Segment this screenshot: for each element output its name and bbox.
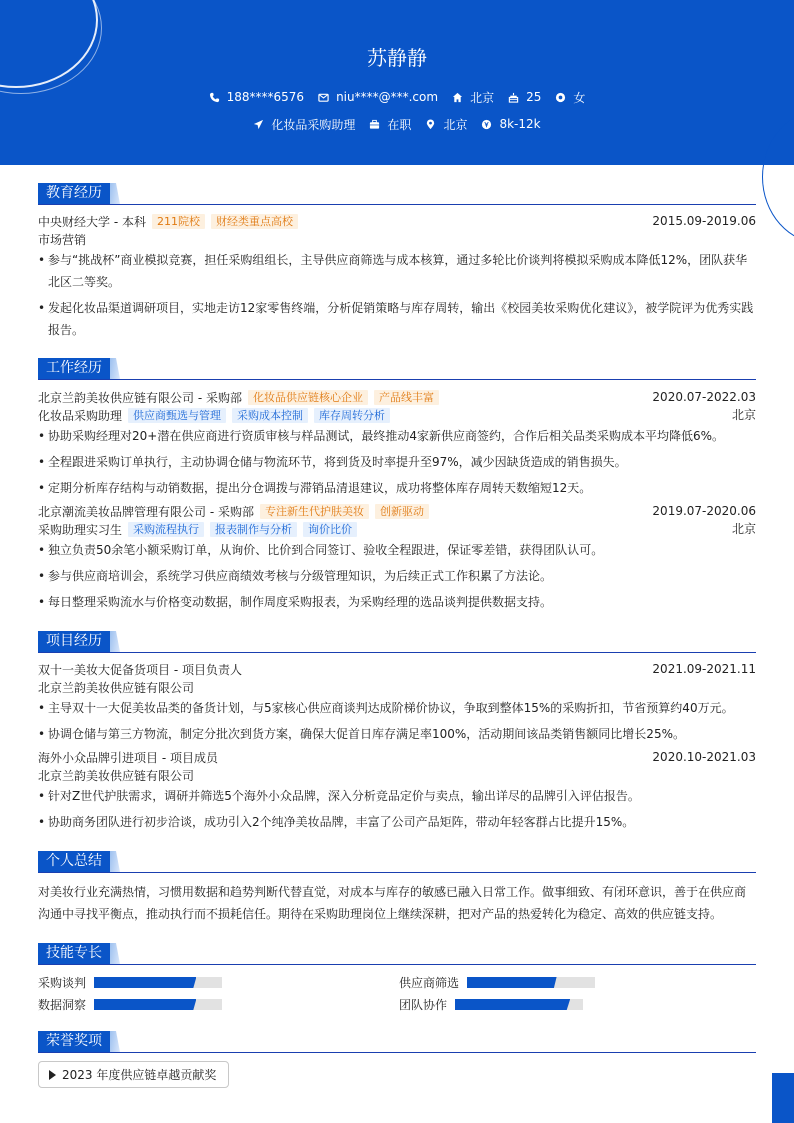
work-section-title: 工作经历 [38,358,110,379]
project-org: 北京兰韵美妆供应链有限公司 [38,769,195,783]
skill-bar-track [455,999,583,1010]
gender-info [555,89,585,105]
company-tag: 产品线丰富 [374,390,439,405]
phone-text: 188****6576 [226,90,305,104]
skill-name: 数据洞察 [38,997,87,1012]
project-section-header [38,631,756,653]
project-org-row [38,679,756,696]
job-bullet: • 每日整理采购流水与价格变动数据，制作周度采购报表，为采购经理的选品谈判提供数据支持。 [38,591,756,613]
gender-icon [555,92,566,103]
skill-item [399,996,447,1012]
skill-name: 采购谈判 [38,975,87,990]
summary-text: 对美妆行业充满热情，习惯用数据和趋势判断代替直觉，对成本与库存的敏感已融入日常工作。做事细致、有闭环意识，善于在供应商沟通中寻找平衡点，推动执行而不损耗信任。期待在采购助理岗位上继续深耕，把对产品的热爱转化为稳定、高效的供应链支持。 [38,885,747,921]
education-section-header [38,183,756,205]
job-bullet: • 协助采购经理对20+潜在供应商进行资质审核与样品测试，最终推动4家新供应商签约，合作后相关品类采购成本平均降低6%。 [38,425,756,447]
role-tag: 询价比价 [303,522,357,537]
job-city: 北京 [731,408,756,422]
education-bullet: • 发起化妆品渠道调研项目，实地走访12家零售终端，分析促销策略与库存周转，输出《校园美妆采购优化建议》，被学院评为优秀实践报告。 [38,297,756,341]
section-title-tail [110,358,120,379]
project-org-row [38,767,756,784]
job-bullet: • 参与供应商培训会，系统学习供应商绩效考核与分级管理知识，为后续正式工作积累了方法论。 [38,565,756,587]
skill-item [38,996,86,1012]
target-position-text: 化妆品采购助理 [271,117,356,132]
job-heading-row [38,503,756,520]
role-tag: 供应商甄选与管理 [128,408,226,423]
honors-section-title: 荣誉奖项 [38,1031,110,1052]
skill-bar-fill [94,999,196,1010]
education-section-title: 教育经历 [38,183,110,204]
skill-bar-track [94,999,222,1010]
age-text: 25 [526,90,542,104]
major: 市场营销 [38,233,87,247]
location-icon [425,119,436,130]
job-bullet: • 定期分析库存结构与动销数据，提出分仓调拨与滞销品清退建议，成功将整体库存周转天数缩短12天。 [38,477,756,499]
project-heading-row [38,661,756,678]
email-text: niu****@***.com [336,90,439,104]
briefcase-icon [369,119,380,130]
job-role: 采购助理实习生 [38,523,123,537]
skill-bar-fill [455,999,570,1010]
gender-text: 女 [573,90,586,105]
home-icon [452,92,463,103]
job-role-row [38,521,756,538]
role-tag: 采购成本控制 [232,408,308,423]
skill-item [399,974,459,990]
project-org: 北京兰韵美妆供应链有限公司 [38,681,195,695]
section-title-tail [110,943,120,964]
job-date: 2019.07-2020.06 [652,504,756,518]
email-info [318,89,438,105]
salary-text: 8k-12k [499,117,541,131]
role-tag: 报表制作与分析 [210,522,297,537]
summary-section-title: 个人总结 [38,851,110,872]
job-intent-row [0,116,794,132]
project-bullet: • 针对Z世代护肤需求，调研并筛选5个海外小众品牌，深入分析竞品定价与卖点，输出详尽的品牌引入评估报告。 [38,785,756,807]
skills-section-title: 技能专长 [38,943,110,964]
job-bullet: • 全程跟进采购订单执行，主动协调仓储与物流环节，将到货及时率提升至97%，减少因缺货造成的销售损失。 [38,451,756,473]
cake-icon [508,92,519,103]
award-text: 2023 年度供应链卓越贡献奖 [62,1068,217,1082]
decorative-corner-block [772,1073,794,1123]
candidate-name: 苏静静 [367,46,427,70]
education-tag: 211院校 [152,214,205,229]
project-date: 2020.10-2021.03 [652,750,756,764]
job-city: 北京 [731,522,756,536]
skill-name: 团队协作 [399,997,448,1012]
phone-info [209,89,304,105]
send-icon [253,119,264,130]
target-position-info [253,116,355,132]
summary-section-header [38,851,756,873]
skill-name: 供应商筛选 [399,975,460,990]
resume-header [0,0,794,165]
job-status-info [369,116,411,132]
mail-icon [318,92,329,103]
project-bullet: • 协助商务团队进行初步洽谈，成功引入2个纯净美妆品牌，丰富了公司产品矩阵，带动年轻客群占比提升15%。 [38,811,756,833]
contact-info-row [0,89,794,105]
age-info [508,89,541,105]
target-city-info [425,116,467,132]
target-city-text: 北京 [443,117,468,132]
education-tag: 财经类重点高校 [211,214,298,229]
role-tag: 采购流程执行 [128,522,204,537]
job-role: 化妆品采购助理 [38,409,123,423]
salary-icon [481,119,492,130]
section-title-tail [110,1031,120,1052]
company-name: 北京潮流美妆品牌管理有限公司 - 采购部 [38,505,254,519]
skill-bar-track [467,977,595,988]
project-heading-row [38,749,756,766]
hometown-text: 北京 [470,90,495,105]
school-name: 中央财经大学 - 本科 [38,215,146,229]
triangle-right-icon [49,1070,56,1080]
skill-bar-fill [467,977,557,988]
project-bullet: • 协调仓储与第三方物流，制定分批次到货方案，确保大促首日库存满足率100%，活动期间该品类销售额同比增长25%。 [38,723,756,745]
skill-bar-track [94,977,222,988]
work-section-header [38,358,756,380]
project-date: 2021.09-2021.11 [652,662,756,676]
education-date: 2015.09-2019.06 [652,214,756,228]
phone-icon [209,92,220,103]
company-name: 北京兰韵美妆供应链有限公司 - 采购部 [38,391,242,405]
company-tag: 创新驱动 [375,504,429,519]
project-name: 双十一美妆大促备货项目 - 项目负责人 [38,663,242,677]
project-bullet: • 主导双十一大促美妆品类的备货计划，与5家核心供应商谈判达成阶梯价协议，争取到整体15%的采购折扣，节省预算约40万元。 [38,697,756,719]
skill-item [38,974,86,990]
education-heading-row [38,213,756,230]
education-bullet: • 参与“挑战杯”商业模拟竞赛，担任采购组组长，主导供应商筛选与成本核算，通过多轮比价谈判将模拟采购成本降低12%，团队获华北区二等奖。 [38,249,756,293]
job-status-text: 在职 [387,117,412,132]
company-tag: 化妆品供应链核心企业 [248,390,368,405]
award-badge [38,1061,229,1088]
section-title-tail [110,851,120,872]
company-tag: 专注新生代护肤美妆 [260,504,369,519]
honors-section-header [38,1031,756,1053]
hometown-info [452,89,494,105]
salary-info [481,116,540,132]
section-title-tail [110,631,120,652]
job-role-row [38,407,756,424]
project-name: 海外小众品牌引进项目 - 项目成员 [38,751,218,765]
skills-section-header [38,943,756,965]
role-tag: 库存周转分析 [314,408,390,423]
education-major-row [38,231,756,248]
section-title-tail [110,183,120,204]
job-heading-row [38,389,756,406]
skill-bar-fill [94,977,196,988]
project-section-title: 项目经历 [38,631,110,652]
job-date: 2020.07-2022.03 [652,390,756,404]
job-bullet: • 独立负责50余笔小额采购订单，从询价、比价到合同签订、验收全程跟进，保证零差错，获得团队认可。 [38,539,756,561]
